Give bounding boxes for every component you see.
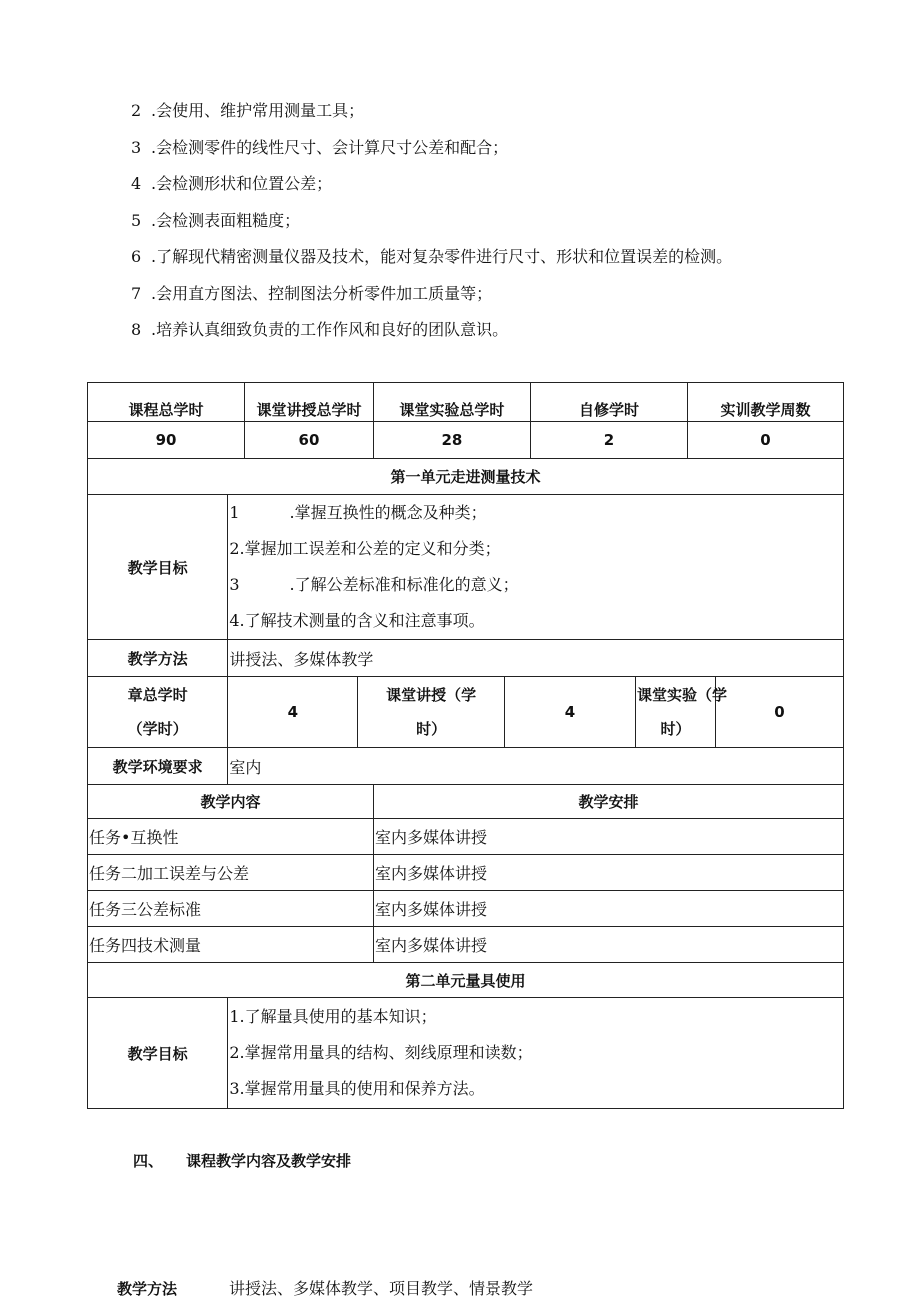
task-content: 任务四技术测量 xyxy=(88,927,374,963)
objective-list xyxy=(131,97,732,353)
list-item xyxy=(131,316,732,353)
section-heading xyxy=(133,1150,351,1171)
section-number: 四、 xyxy=(133,1152,164,1170)
lab-label-line2: 时） xyxy=(660,720,691,738)
unit2-title: 第二单元量具使用 xyxy=(88,963,844,998)
list-item-number: 7 xyxy=(131,283,142,303)
goal-text: .掌握互换性的概念及种类； xyxy=(289,503,487,522)
list-item-text: .了解现代精密测量仪器及技术，能对复杂零件进行尺寸、形状和位置误差的检测。 xyxy=(151,247,733,266)
list-item-text: .会检测形状和位置公差； xyxy=(151,174,333,193)
list-item-text: .会检测零件的线性尺寸、会计算尺寸公差和配合； xyxy=(151,137,509,157)
list-item xyxy=(131,97,732,134)
hours-label-line2: （学时） xyxy=(127,720,188,738)
unit1-goal-label: 教学目标 xyxy=(88,495,228,640)
lecture-label-line1: 课堂讲授（学 xyxy=(386,686,477,704)
header-total-hours: 课程总学时 xyxy=(88,383,245,422)
lecture-label-line2: 时） xyxy=(416,720,447,738)
table-row xyxy=(88,891,844,927)
unit1-hours-label xyxy=(88,677,228,748)
goal-item: 2.掌握常用量具的结构、刻线原理和读数； xyxy=(229,1043,533,1062)
goal-item xyxy=(229,603,842,639)
list-item-number: 8 xyxy=(131,320,142,339)
section-title: 课程教学内容及教学安排 xyxy=(186,1152,352,1170)
list-item-text: .会检测表面粗糙度； xyxy=(151,210,301,230)
list-item-text: .培养认真细致负责的工作作风和良好的团队意识。 xyxy=(151,320,509,339)
list-item xyxy=(131,207,732,244)
value-lecture-hours: 60 xyxy=(245,422,374,459)
task-content: 任务三公差标准 xyxy=(88,891,374,927)
goal-item xyxy=(229,495,842,531)
goal-item: 3.掌握常用量具的使用和保养方法。 xyxy=(229,1079,485,1098)
header-training-weeks: 实训教学周数 xyxy=(687,383,843,422)
goal-text: .掌握加工误差和公差的定义和分类； xyxy=(239,539,501,558)
unit2-goal-label: 教学目标 xyxy=(88,998,228,1109)
unit1-env-value: 室内 xyxy=(228,748,844,785)
task-arrange: 室内多媒体讲授 xyxy=(373,891,843,927)
hours-label-line1: 章总学时 xyxy=(127,686,188,704)
task-content: 任务二加工误差与公差 xyxy=(88,855,374,891)
goal-number: 2 xyxy=(229,539,240,558)
unit1-goals xyxy=(228,495,844,640)
task-arrange: 室内多媒体讲授 xyxy=(373,855,843,891)
table-row xyxy=(88,855,844,891)
list-item-text: .会用直方图法、控制图法分析零件加工质量等； xyxy=(151,283,493,303)
list-item xyxy=(131,243,732,280)
goal-number: 3 xyxy=(229,575,240,594)
lab-label-line1: 课堂实验（学 xyxy=(636,686,727,704)
value-total-hours: 90 xyxy=(88,422,245,459)
unit1-method-value: 讲授法、多媒体教学 xyxy=(228,640,844,677)
list-item xyxy=(131,170,732,207)
unit1-hours-value: 4 xyxy=(228,677,358,748)
list-item-number: 4 xyxy=(131,174,142,193)
task-arrange: 室内多媒体讲授 xyxy=(373,927,843,963)
list-item xyxy=(131,134,732,171)
goal-item xyxy=(229,567,842,603)
header-lecture-hours: 课堂讲授总学时 xyxy=(245,383,374,422)
arrange-header: 教学安排 xyxy=(373,785,843,819)
goal-text: .了解技术测量的含义和注意事项。 xyxy=(239,611,485,630)
value-lab-hours: 28 xyxy=(373,422,530,459)
task-content: 任务•互换性 xyxy=(88,819,374,855)
unit1-lab-label xyxy=(635,677,727,748)
unit1-method-label: 教学方法 xyxy=(88,640,228,677)
list-item-number: 3 xyxy=(131,137,142,157)
unit2-goals xyxy=(228,998,844,1109)
list-item-number: 2 xyxy=(131,101,142,120)
bottom-method xyxy=(117,1276,533,1299)
unit1-env-label: 教学环境要求 xyxy=(88,748,228,785)
content-header: 教学内容 xyxy=(88,785,374,819)
unit1-lab-value: 0 xyxy=(716,677,844,748)
value-training-weeks: 0 xyxy=(687,422,843,459)
bottom-method-value: 讲授法、多媒体教学、项目教学、情景教学 xyxy=(229,1279,534,1298)
header-self-study-hours: 自修学时 xyxy=(530,383,687,422)
value-self-study-hours: 2 xyxy=(530,422,687,459)
goal-number: 1 xyxy=(229,503,240,522)
goal-item: 1.了解量具使用的基本知识； xyxy=(229,1007,437,1026)
unit1-title: 第一单元走进测量技术 xyxy=(88,459,844,495)
list-item-text: .会使用、维护常用测量工具； xyxy=(151,101,365,120)
goal-number: 4 xyxy=(229,611,240,630)
table-row xyxy=(88,927,844,963)
list-item-number: 5 xyxy=(131,210,142,230)
header-lab-hours: 课堂实验总学时 xyxy=(373,383,530,422)
unit1-lecture-value: 4 xyxy=(504,677,635,748)
task-arrange: 室内多媒体讲授 xyxy=(373,819,843,855)
list-item xyxy=(131,280,732,317)
course-table xyxy=(87,382,844,1109)
goal-item xyxy=(229,531,842,567)
goal-text: .了解公差标准和标准化的意义； xyxy=(289,575,519,594)
unit1-lecture-label xyxy=(358,677,505,748)
table-row xyxy=(88,819,844,855)
list-item-number: 6 xyxy=(131,247,142,266)
bottom-method-label: 教学方法 xyxy=(117,1280,178,1298)
